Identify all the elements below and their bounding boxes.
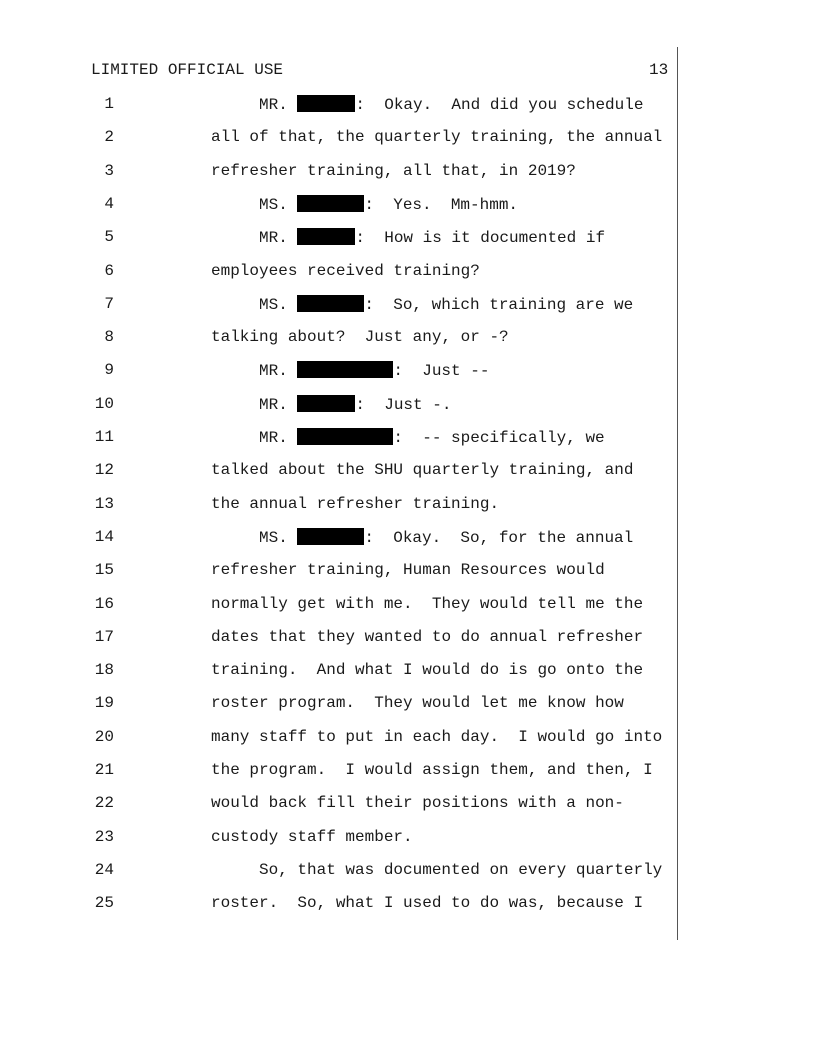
transcript-line [0, 162, 816, 182]
transcript-line [0, 628, 816, 648]
line-text-segment: : Just -. [355, 395, 452, 414]
line-number: 24 [94, 860, 114, 879]
transcript-line [0, 328, 816, 348]
line-text [211, 495, 499, 513]
redaction-block [297, 395, 355, 412]
line-number: 19 [94, 694, 114, 713]
line-number: 11 [94, 428, 114, 446]
line-text [259, 195, 518, 214]
line-text-segment: MR. [259, 96, 298, 114]
transcript-line [0, 794, 816, 814]
redaction-block [297, 361, 393, 378]
line-text-segment: MS. [259, 528, 298, 547]
line-number: 3 [104, 161, 114, 180]
line-text [259, 428, 605, 447]
transcript-line [0, 595, 816, 615]
transcript-line [0, 262, 816, 282]
line-text-segment: : Just -- [393, 362, 490, 381]
redaction-block [297, 295, 364, 312]
transcript-line [0, 361, 816, 381]
line-text [211, 728, 662, 746]
transcript-line [0, 894, 816, 914]
transcript-line [0, 95, 816, 115]
line-text-segment: MR. [259, 429, 298, 447]
line-text-segment: : Okay. And did you schedule [355, 96, 644, 114]
line-number: 21 [94, 761, 114, 779]
transcript-line [0, 228, 816, 248]
line-text [211, 561, 605, 579]
line-text-segment: : Okay. So, for the annual [364, 528, 634, 547]
transcript-line [0, 461, 816, 481]
line-number: 1 [104, 95, 114, 113]
line-text-segment: employees received training? [211, 261, 480, 280]
line-number: 10 [94, 394, 114, 413]
transcript-line [0, 495, 816, 515]
line-number: 7 [104, 294, 114, 313]
line-text [259, 295, 633, 314]
redaction-block [297, 228, 355, 245]
line-text [259, 95, 643, 114]
transcript-line [0, 195, 816, 215]
line-number: 22 [94, 794, 114, 813]
line-text-segment: refresher training, all that, in 2019? [211, 161, 576, 180]
line-text-segment: : -- specifically, we [393, 429, 605, 447]
transcript-line [0, 861, 816, 881]
line-text-segment: all of that, the quarterly training, the annual [211, 128, 663, 147]
line-text [211, 595, 643, 613]
transcript-line [0, 428, 816, 448]
classification-header: LIMITED OFFICIAL USE [91, 61, 284, 79]
line-number: 13 [94, 494, 114, 513]
line-text-segment: MS. [259, 295, 298, 314]
transcript-line [0, 828, 816, 848]
line-text-segment: MR. [259, 362, 298, 381]
line-number: 6 [104, 261, 114, 280]
line-number: 18 [94, 661, 114, 680]
line-text [259, 395, 451, 414]
line-text-segment: : Yes. Mm-hmm. [364, 195, 519, 214]
line-number: 8 [104, 328, 114, 347]
line-number: 20 [94, 727, 114, 746]
line-number: 9 [104, 361, 114, 380]
line-text [259, 528, 633, 547]
transcript-line [0, 694, 816, 714]
line-text [211, 628, 643, 646]
line-number: 14 [94, 527, 114, 546]
redaction-block [297, 428, 393, 445]
line-text-segment: talked about the SHU quarterly training, and [211, 461, 634, 480]
line-text-segment: talking about? Just any, or -? [211, 328, 509, 347]
line-text-segment: the program. I would assign them, and then, I [211, 761, 653, 779]
line-text-segment: MS. [259, 195, 298, 214]
transcript-line [0, 661, 816, 681]
line-number: 17 [94, 627, 114, 646]
line-text-segment: roster. So, what I used to do was, because I [211, 894, 644, 913]
line-text-segment: So, that was documented on every quarterly [259, 860, 663, 879]
line-text [259, 861, 662, 879]
transcript-line [0, 761, 816, 781]
line-text [211, 262, 480, 280]
redaction-block [297, 95, 355, 112]
line-text [211, 828, 413, 846]
line-text [211, 162, 576, 180]
line-number: 4 [104, 194, 114, 213]
line-text [211, 461, 633, 479]
line-text-segment: many staff to put in each day. I would go into [211, 727, 663, 746]
transcript-line [0, 295, 816, 315]
line-text-segment: the annual refresher training. [211, 494, 500, 513]
line-number: 25 [94, 894, 114, 913]
transcript-line [0, 128, 816, 148]
line-text-segment: dates that they wanted to do annual refresher [211, 627, 644, 646]
line-text [211, 761, 653, 779]
line-text-segment: refresher training, Human Resources would [211, 561, 605, 580]
line-text [211, 328, 509, 346]
line-text-segment: would back fill their positions with a non- [211, 794, 624, 813]
line-text [211, 794, 624, 812]
transcript-line [0, 728, 816, 748]
line-number: 5 [104, 228, 114, 247]
line-number: 15 [94, 561, 114, 580]
line-text [211, 694, 624, 712]
page-number: 13 [649, 61, 669, 79]
line-text-segment: custody staff member. [211, 827, 413, 846]
line-number: 2 [104, 128, 114, 147]
line-text-segment: : How is it documented if [355, 229, 606, 248]
line-number: 16 [94, 594, 114, 613]
line-text-segment: normally get with me. They would tell me the [211, 594, 644, 613]
line-text [211, 128, 662, 146]
line-text-segment: roster program. They would let me know how [211, 694, 624, 713]
line-text [259, 361, 489, 380]
transcript-line [0, 528, 816, 548]
line-text-segment: training. And what I would do is go onto the [211, 661, 644, 680]
redaction-block [297, 195, 364, 212]
line-text [211, 894, 643, 912]
redaction-block [297, 528, 364, 545]
line-number: 23 [94, 827, 114, 846]
line-number: 12 [94, 461, 114, 480]
line-text [211, 661, 643, 679]
line-text-segment: MR. [259, 229, 298, 248]
transcript-line [0, 561, 816, 581]
transcript-line [0, 395, 816, 415]
line-text [259, 228, 605, 247]
line-text-segment: MR. [259, 395, 298, 414]
line-text-segment: : So, which training are we [364, 295, 634, 314]
